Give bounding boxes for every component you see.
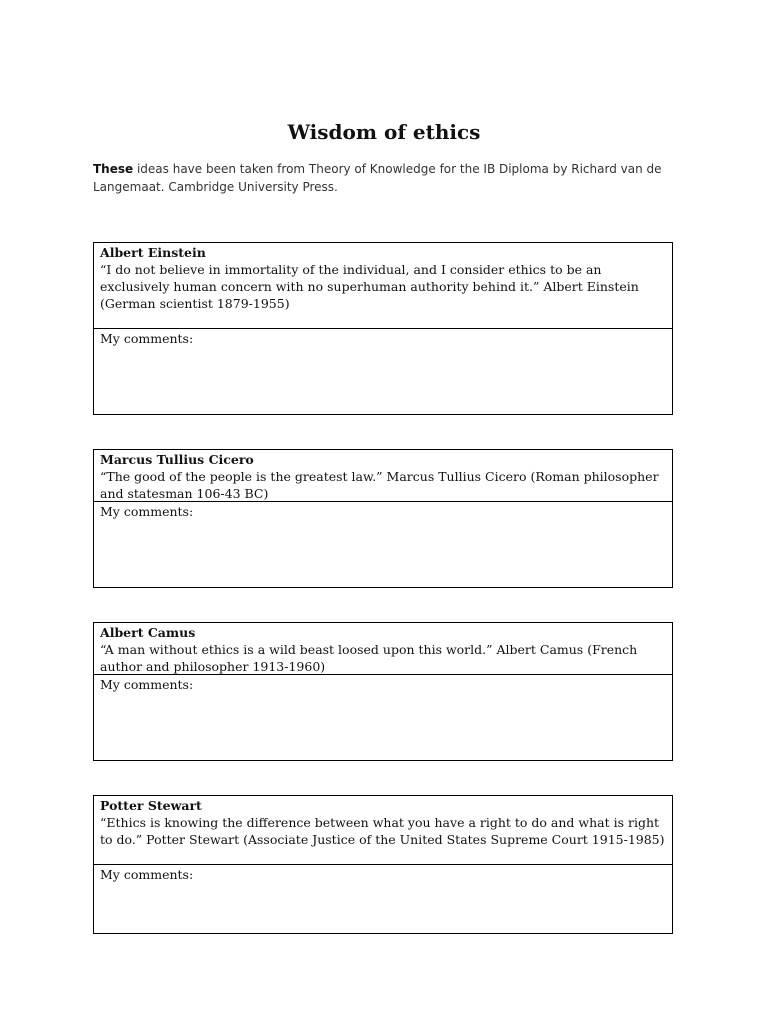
quote-author: Albert Camus <box>100 625 196 640</box>
quote-box-stewart <box>93 795 673 934</box>
quote-author: Marcus Tullius Cicero <box>100 452 254 467</box>
intro-lead-word: These <box>93 162 134 176</box>
quote-section <box>94 623 672 675</box>
quote-text: “Ethics is knowing the difference between what you have a right to do and what is right to do.” Potter Stewart (Associate Justice of the United States Supreme Court 1915-1985) <box>100 815 665 847</box>
quote-section <box>94 243 672 329</box>
quote-text: “I do not believe in immortality of the individual, and I consider ethics to be an exclusively human concern with no superhuman authority behind it.” Albert Einstein (German scientist 1879-1955) <box>100 262 639 311</box>
comments-area[interactable] <box>94 675 672 694</box>
comments-label: My comments: <box>100 867 194 882</box>
quote-section <box>94 796 672 865</box>
comments-area[interactable] <box>94 502 672 521</box>
quote-text: “A man without ethics is a wild beast loosed upon this world.” Albert Camus (French author and philosopher 1913-1960) <box>100 642 638 674</box>
comments-label: My comments: <box>100 331 194 346</box>
comments-label: My comments: <box>100 504 194 519</box>
comments-label: My comments: <box>100 677 194 692</box>
quote-box-einstein <box>93 242 673 415</box>
intro-text: ideas have been taken from Theory of Knowledge for the IB Diploma by Richard van de Langemaat. Cambridge University Press. <box>93 162 662 194</box>
comments-area[interactable] <box>94 865 672 884</box>
comments-area[interactable] <box>94 329 672 348</box>
quote-text: “The good of the people is the greatest law.” Marcus Tullius Cicero (Roman philosopher and statesman 106-43 BC) <box>100 469 659 501</box>
quote-author: Potter Stewart <box>100 798 202 813</box>
quote-box-camus <box>93 622 673 761</box>
intro-paragraph <box>93 160 673 196</box>
quote-box-cicero <box>93 449 673 588</box>
page-title: Wisdom of ethics <box>287 120 481 144</box>
quote-author: Albert Einstein <box>100 245 206 260</box>
quote-section <box>94 450 672 502</box>
